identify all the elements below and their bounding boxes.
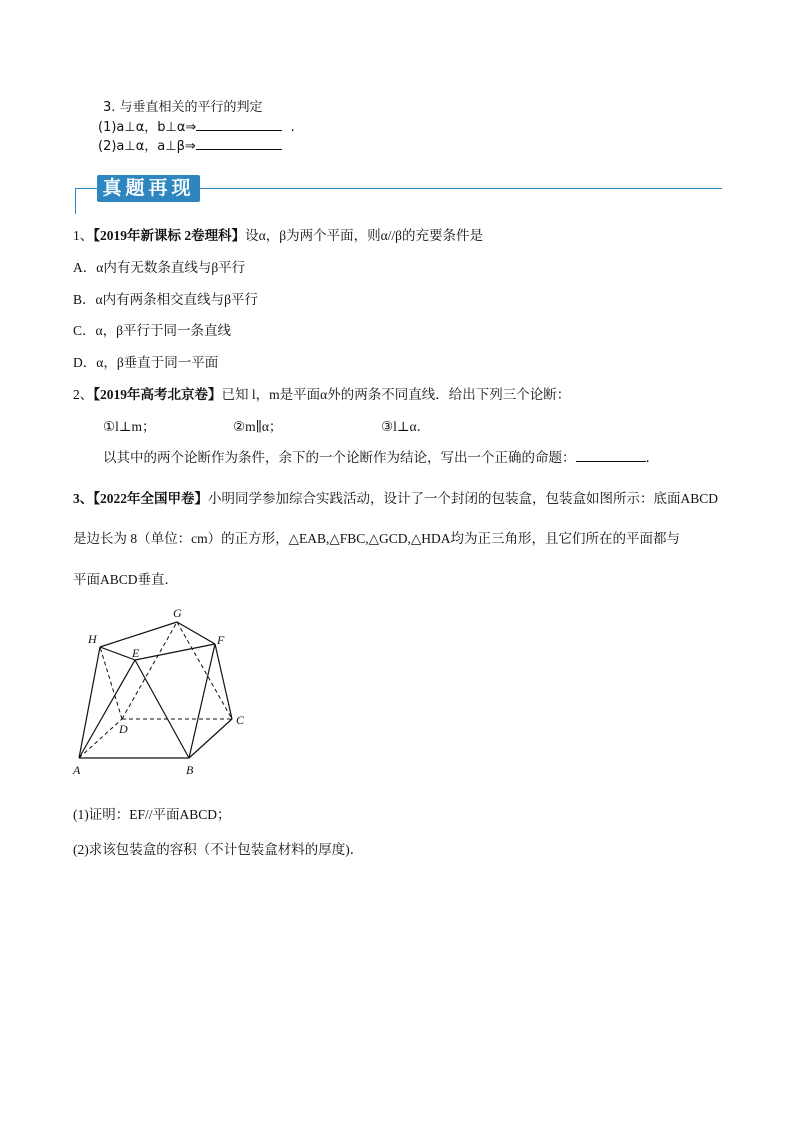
q1-text: 设α，β为两个平面，则α//β的充要条件是 [245,228,484,243]
q2-ask-text: 以其中的两个论断作为条件，余下的一个论断作为结论，写出一个正确的命题： [103,450,576,465]
prev-line-1-end: . [290,120,295,135]
prev-line-1-text: (1)a⊥α，b⊥α⇒ [98,120,197,135]
section-rule-vertical [75,188,76,214]
q1-option-a: A．α内有无数条直线与β平行 [73,260,246,275]
q3-text-1: 小明同学参加综合实践活动，设计了一个封闭的包装盒，包装盒如图所示：底面ABCD [208,491,719,506]
q1-option-c: C．α，β平行于同一条直线 [73,323,231,338]
q1-option-b: B．α内有两条相交直线与β平行 [73,292,258,307]
prev-line-2 [98,135,282,154]
q3-line-2: 是边长为 8（单位：cm）的正方形，△EAB,△FBC,△GCD,△HDA均为正三角形，且它们所在的平面都与 [73,531,681,546]
edge-gf [177,622,215,644]
edge-dh-hidden [100,647,122,719]
answer-blank [196,118,282,131]
q2-source: 【2019年高考北京卷】 [93,387,222,402]
section-rule-left [75,188,97,189]
answer-blank [196,137,282,150]
label-f: F [217,633,225,647]
q1-stem [73,224,483,244]
section-title: 真题再现 [102,177,195,199]
label-c: C [236,713,245,727]
answer-blank [576,449,646,462]
edge-ef [135,644,215,660]
q2-stem [73,383,570,403]
edge-he [100,647,135,660]
q2-ask-end: ． [645,450,659,465]
q1-option-d: D．α，β垂直于同一平面 [73,355,219,370]
box-figure [70,600,260,785]
q1-number: 1、 [73,228,94,243]
edge-bf [189,644,215,758]
label-e: E [132,646,140,660]
q2-item-3: ③l⊥α． [381,419,431,434]
q3-part-2: (2)求该包装盒的容积（不计包装盒材料的厚度)． [73,842,364,857]
q2-text: 已知 l，m是平面α外的两条不同直线．给出下列三个论断： [221,387,571,402]
edge-cf [215,644,232,719]
q3-line-1 [73,487,718,507]
label-g: G [173,606,182,620]
prev-line-2-text: (2)a⊥α，a⊥β⇒ [98,139,196,154]
label-a: A [73,763,81,777]
q2-item-2: ②m∥α； [233,419,283,434]
section-rule [200,188,722,189]
q3-source: 【2022年全国甲卷】 [93,491,208,506]
edge-eb [135,660,189,758]
prev-line-1 [98,116,295,135]
q3-part-1: (1)证明：EF//平面ABCD； [73,807,231,822]
prev-heading: 3. 与垂直相关的平行的判定 [103,100,263,115]
q2-number: 2、 [73,387,94,402]
q1-source: 【2019年新课标 2卷理科】 [93,228,246,243]
q2-ask [103,446,659,466]
label-h: H [88,632,97,646]
q2-item-1: ①l⊥m； [103,419,156,434]
label-d: D [119,722,128,736]
q3-number: 3、 [73,491,94,506]
q3-line-3: 平面ABCD垂直． [73,572,179,587]
label-b: B [186,763,194,777]
edge-ae [79,660,135,758]
edge-bc [189,719,232,758]
